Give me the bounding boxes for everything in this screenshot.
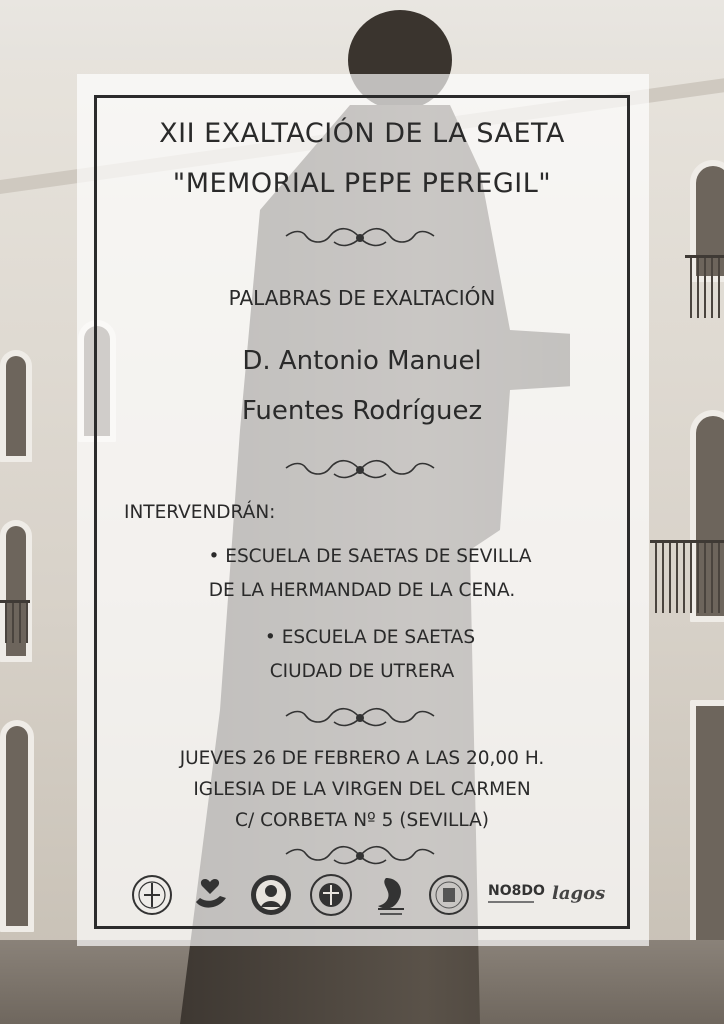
lagos-logo-text: lagos — [552, 883, 606, 904]
bullet: • — [208, 546, 220, 567]
ornament-divider-icon — [282, 456, 438, 484]
hands-heart-logo-icon — [196, 879, 226, 908]
nodo-logo-text: NO8DO — [488, 883, 545, 899]
window — [690, 700, 724, 952]
event-address: C/ CORBETA Nº 5 (SEVILLA) — [235, 810, 489, 831]
title-line-1: XII EXALTACIÓN DE LA SAETA — [159, 118, 565, 149]
event-place: IGLESIA DE LA VIRGEN DEL CARMEN — [193, 779, 531, 800]
participants-heading: INTERVENDRÁN: — [124, 502, 276, 523]
participant-1-line-1 — [160, 546, 580, 567]
event-date: JUEVES 26 DE FEBRERO A LAS 20,00 H. — [179, 748, 545, 769]
escuela-saetas-logo-icon — [378, 878, 404, 915]
balcony-railing — [650, 540, 724, 613]
participant-name: ESCUELA DE SAETAS DE SEVILLA — [225, 546, 532, 567]
ornament-divider-icon — [282, 224, 438, 252]
lagos-logo-icon — [552, 883, 605, 904]
ornament-divider-icon — [282, 704, 438, 732]
speaker-name-line-2: Fuentes Rodríguez — [241, 396, 483, 426]
portrait-medallion-icon — [251, 875, 291, 915]
participant-2-line-1 — [160, 627, 580, 648]
speaker-name-line-1: D. Antonio Manuel — [242, 346, 482, 376]
nodo-logo-icon — [488, 883, 545, 903]
window — [0, 720, 34, 932]
circular-seal-icon — [311, 875, 351, 915]
title-line-2: "MEMORIAL PEPE PEREGIL" — [172, 168, 552, 199]
university-seal-icon — [430, 876, 468, 914]
balcony-railing — [685, 255, 724, 318]
balcony-railing — [0, 600, 30, 643]
participant-name: ESCUELA DE SAETAS — [281, 627, 476, 648]
participant-2-line-2: CIUDAD DE UTRERA — [269, 661, 455, 682]
sponsor-logos — [124, 868, 614, 922]
hermandad-seal-icon — [133, 876, 171, 914]
window — [0, 350, 32, 462]
participant-1-line-2: DE LA HERMANDAD DE LA CENA. — [208, 580, 516, 601]
ornament-divider-icon — [282, 842, 438, 870]
exaltacion-heading: PALABRAS DE EXALTACIÓN — [228, 286, 496, 310]
bullet: • — [264, 627, 276, 648]
